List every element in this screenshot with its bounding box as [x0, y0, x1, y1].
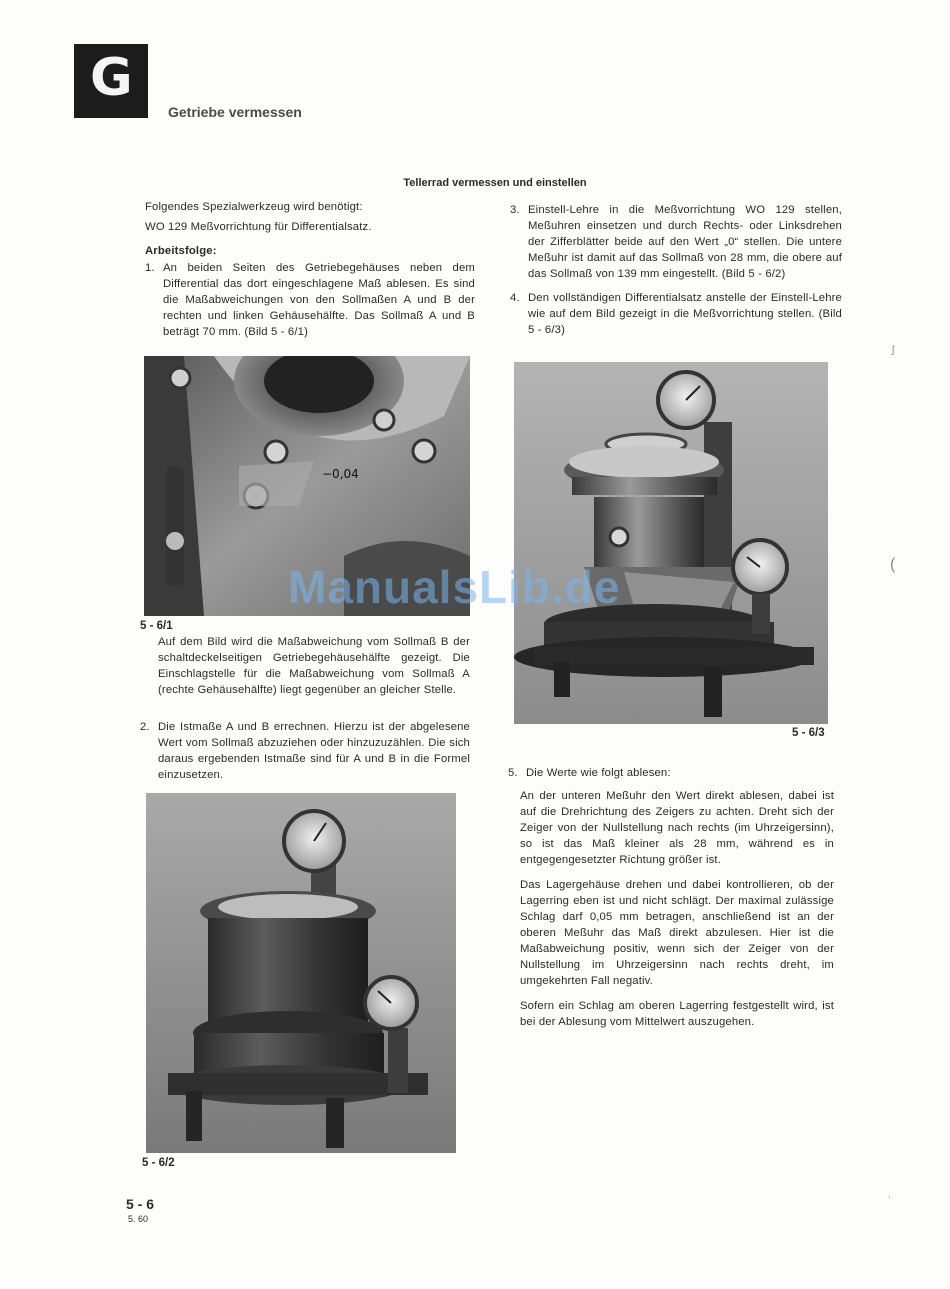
intro-line-1: Folgendes Spezialwerkzeug wird benötigt:: [145, 201, 363, 213]
steps-3-4: [510, 202, 842, 338]
step-3-number: 3.: [510, 204, 520, 216]
step-4: [510, 290, 842, 338]
step-2-text: Die Istmaße A und B errechnen. Hierzu ist der abgelesene Wert vom Sollmaß abzuziehen oder hinzuzuzählen. Die sich daraus ergebenden Istmaße sind für A und B in die Formel einzusetzen.: [158, 721, 470, 781]
paragraph-runout: Sofern ein Schlag am oberen Lagerring festgestellt wird, ist bei der Ablesung vom Mittelwert auszugehen.: [520, 1000, 834, 1028]
step-4-text: Den vollständigen Differentialsatz anstelle der Einstell-Lehre wie auf dem Bild gezeigt in die Meßvorrichtung stellen. (Bild 5 - 6/3): [528, 292, 842, 336]
paragraph-lower-gauge: An der unteren Meßuhr den Wert direkt ablesen, dabei ist auf die Drehrichtung des Zeigers zu achten. Dreht sich der Zeiger von der Nullstellung nach rechts (im Uhrzeigersinn), so ist das Maß kleiner als 28 mm, während es in entgegengesetzter Richtung größer ist.: [520, 790, 834, 866]
figure-1-note: Auf dem Bild wird die Maßabweichung vom Sollmaß B der schaltdeckelseitigen Getriebegehäusehälfte gezeigt. Die Einschlagstelle für die Maßabweichung vom Sollmaß A (rechte Gehäusehälfte) liegt gegenüber an gleicher Stelle.: [158, 636, 470, 696]
figure-5-6-2: [146, 793, 456, 1153]
section-tab: [74, 44, 148, 118]
step-2-number: 2.: [140, 721, 150, 733]
paragraph-upper-gauge: Das Lagergehäuse drehen und dabei kontrollieren, ob der Lagerring eben ist und nicht schlägt. Der maximal zulässige Schlag darf 0,05 mm betragen, anschließend ist an der oberen Meßuhr das Maß direkt abzulesen. Hier ist die Maßabweichung positiv, wenn sich der Zeiger von der Nullstellung im Uhrzeigersinn nach rechts dreht, im umgekehrten Fall negativ.: [520, 879, 834, 987]
step-3-text: Einstell-Lehre in die Meßvorrichtung WO 129 stellen, Meßuhren einsetzen und durch Rechts- oder Linksdrehen der Zifferblätter beide auf den Wert „0“ stellen. Die untere Meßuhr ist damit auf das Sollmaß von 28 mm, die obere auf das Sollmaß von 139 mm eingestellt. (Bild 5 - 6/2): [528, 204, 842, 280]
step-1-text: An beiden Seiten des Getriebegehäuses neben dem Differential das dort eingeschlagene Maß ablesen. Es sind die Maßabweichungen von den Sollmaßen A und B der rechten und linken Gehäusehälfte. Das Sollmaß A und B beträgt 70 mm. (Bild 5 - 6/1): [163, 262, 475, 338]
step-5-number: 5.: [508, 767, 518, 779]
figure-1-caption: 5 - 6/1: [140, 620, 173, 632]
step-5-details: [520, 788, 834, 1030]
scan-speck: ˎ: [888, 1188, 892, 1199]
intro-block: [145, 199, 475, 340]
section-title: Getriebe vermessen: [168, 104, 302, 120]
page-number: 5 - 6: [126, 1196, 155, 1212]
step-5: [508, 765, 842, 781]
work-heading: Arbeitsfolge:: [145, 245, 217, 257]
page-title: Tellerrad vermessen und einstellen: [403, 177, 587, 189]
scan-speck: ʃ: [892, 345, 895, 356]
scan-speck: (: [890, 556, 896, 573]
step-1: [145, 260, 475, 340]
section-letter: G: [90, 48, 133, 108]
step-4-number: 4.: [510, 292, 520, 304]
intro-line-2: WO 129 Meßvorrichtung für Differentialsatz.: [145, 221, 372, 233]
figure-2-caption: 5 - 6/2: [142, 1157, 175, 1169]
step-1-number: 1.: [145, 262, 155, 274]
step-3: [510, 202, 842, 282]
print-date: 5. 60: [128, 1214, 149, 1224]
step-2: [140, 719, 470, 783]
figure-3-caption: 5 - 6/3: [792, 727, 825, 739]
watermark: ManualsLib.de: [288, 561, 621, 613]
figure-1-marking: −0,04: [322, 467, 359, 481]
figure-5-6-3: [514, 362, 828, 724]
step-5-text: Die Werte wie folgt ablesen:: [526, 767, 671, 779]
